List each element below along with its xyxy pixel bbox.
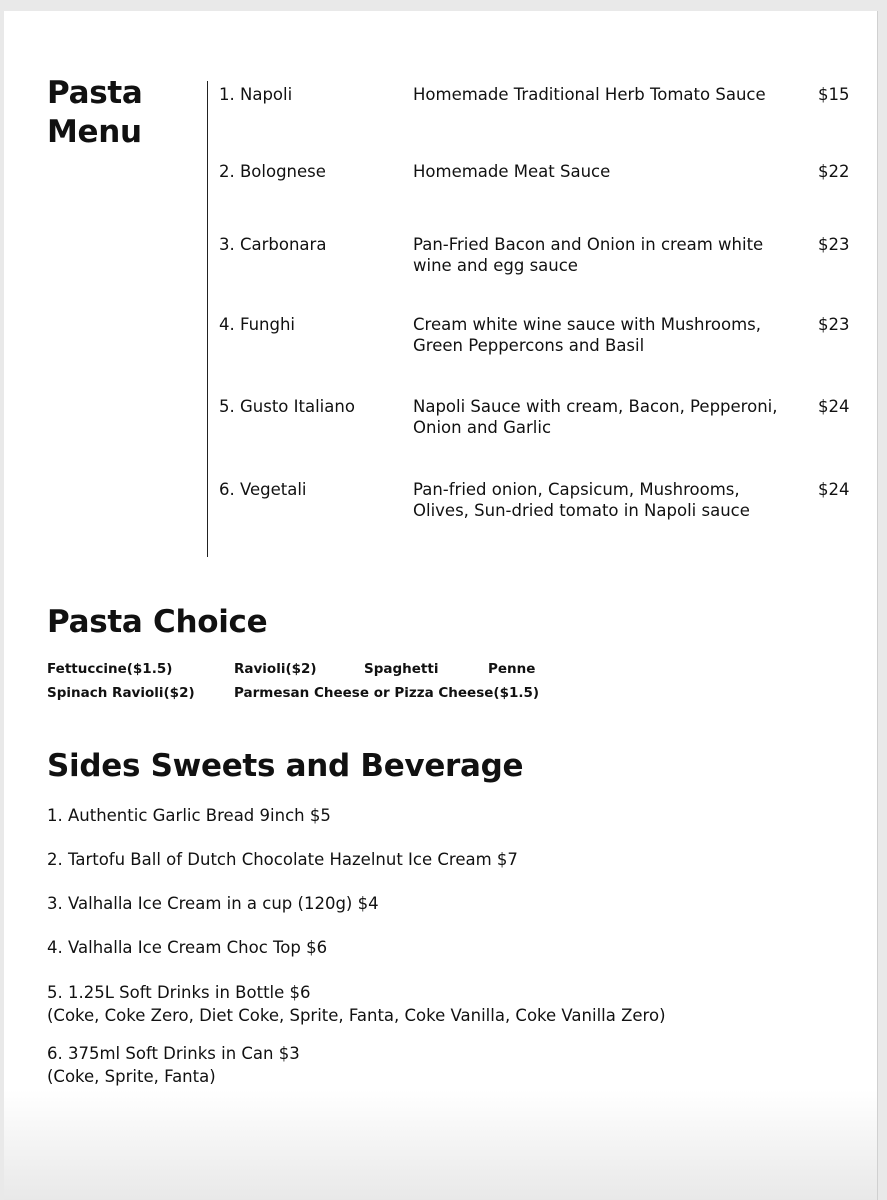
pasta-item-description: Homemade Meat Sauce: [413, 162, 611, 181]
side-item-text: 1. Authentic Garlic Bread 9inch $5: [47, 806, 331, 825]
pasta-menu-title-line1: Pasta: [47, 75, 143, 111]
side-item: [47, 936, 327, 959]
pasta-item-price: $24: [818, 397, 850, 416]
pasta-choice-title: Pasta Choice: [47, 604, 268, 640]
side-item: [47, 804, 331, 827]
side-item-text: 5. 1.25L Soft Drinks in Bottle $6: [47, 983, 311, 1002]
side-item: [47, 892, 379, 915]
pasta-menu-title-line2: Menu: [47, 114, 142, 150]
pasta-item-name: 5. Gusto Italiano: [219, 397, 355, 416]
pasta-menu-title: [47, 74, 187, 152]
pasta-item-name: 2. Bolognese: [219, 162, 326, 181]
pasta-choice-option: Spinach Ravioli($2): [47, 685, 195, 701]
side-item: [47, 1042, 300, 1088]
pasta-choice-option: Penne: [488, 661, 536, 677]
pasta-item-description: Napoli Sauce with cream, Bacon, Pepperoni, Onion and Garlic: [413, 397, 778, 437]
pasta-item-name: 1. Napoli: [219, 85, 293, 104]
page-bottom-shadow: [4, 1090, 877, 1200]
pasta-choice-option: Parmesan Cheese or Pizza Cheese($1.5): [234, 685, 540, 701]
pasta-item-price: $23: [818, 315, 850, 334]
pasta-item-price: $24: [818, 480, 850, 499]
side-item-subtext: (Coke, Sprite, Fanta): [47, 1067, 216, 1086]
side-item-text: 3. Valhalla Ice Cream in a cup (120g) $4: [47, 894, 379, 913]
side-item-text: 6. 375ml Soft Drinks in Can $3: [47, 1044, 300, 1063]
pasta-choice-option: Spaghetti: [364, 661, 439, 677]
pasta-item-name: 4. Funghi: [219, 315, 296, 334]
pasta-item-description: Pan-fried onion, Capsicum, Mushrooms, Olives, Sun-dried tomato in Napoli sauce: [413, 480, 750, 520]
menu-page: [4, 11, 878, 1200]
pasta-item-description: Homemade Traditional Herb Tomato Sauce: [413, 85, 766, 104]
pasta-item-price: $22: [818, 162, 850, 181]
menu-divider-line: [207, 81, 208, 557]
side-item: [47, 981, 666, 1027]
side-item-subtext: (Coke, Coke Zero, Diet Coke, Sprite, Fanta, Coke Vanilla, Coke Vanilla Zero): [47, 1006, 666, 1025]
pasta-item-price: $23: [818, 235, 850, 254]
pasta-choice-option: Fettuccine($1.5): [47, 661, 173, 677]
side-item-text: 2. Tartofu Ball of Dutch Chocolate Hazelnut Ice Cream $7: [47, 850, 518, 869]
pasta-item-price: $15: [818, 85, 850, 104]
pasta-item-description: Cream white wine sauce with Mushrooms, Green Peppercons and Basil: [413, 315, 762, 355]
pasta-choice-option: Ravioli($2): [234, 661, 317, 677]
pasta-item-name: 3. Carbonara: [219, 235, 327, 254]
pasta-item-description: Pan-Fried Bacon and Onion in cream white wine and egg sauce: [413, 235, 764, 275]
side-item: [47, 848, 518, 871]
pasta-item-name: 6. Vegetali: [219, 480, 307, 499]
sides-title: Sides Sweets and Beverage: [47, 748, 524, 784]
side-item-text: 4. Valhalla Ice Cream Choc Top $6: [47, 938, 328, 957]
